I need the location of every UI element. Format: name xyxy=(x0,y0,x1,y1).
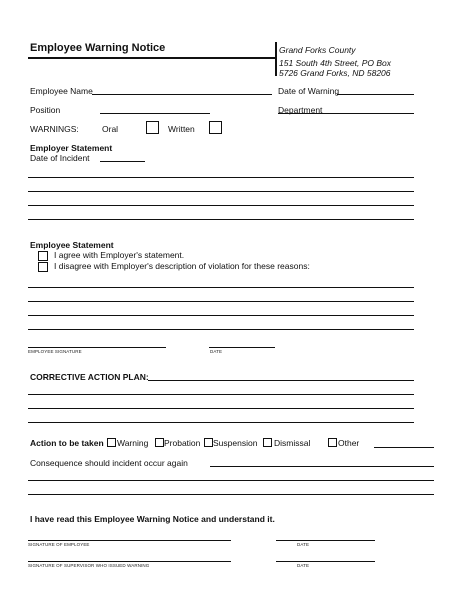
header-divider xyxy=(275,42,277,76)
date-of-incident-field[interactable] xyxy=(100,161,145,162)
date-of-warning-field[interactable] xyxy=(337,94,414,95)
suspension-option-label: Suspension xyxy=(213,438,258,448)
oral-label: Oral xyxy=(102,124,119,134)
employee-statement-line[interactable] xyxy=(28,329,414,330)
org-name: Grand Forks County xyxy=(279,45,356,55)
employer-statement-heading: Employer Statement xyxy=(30,143,113,153)
employee-name-field[interactable] xyxy=(92,94,272,95)
employee-statement-date-line[interactable] xyxy=(209,347,275,348)
employee-signature-final-label: SIGNATURE OF EMPLOYEE xyxy=(28,542,90,547)
supervisor-signature-label: SIGNATURE OF SUPERVISOR WHO ISSUED WARNING xyxy=(28,563,150,568)
other-checkbox[interactable] xyxy=(328,438,337,447)
employee-statement-date-label: DATE xyxy=(210,349,223,354)
position-label: Position xyxy=(30,105,61,115)
employee-statement-line[interactable] xyxy=(28,315,414,316)
warnings-label: WARNINGS: xyxy=(30,124,79,134)
employee-signature-label: EMPLOYEE SIGNATURE xyxy=(28,349,82,354)
disagree-checkbox[interactable] xyxy=(38,262,48,272)
position-field[interactable] xyxy=(100,113,210,114)
supervisor-date-line[interactable] xyxy=(276,561,375,562)
probation-checkbox[interactable] xyxy=(155,438,164,447)
employee-name-label: Employee Name xyxy=(30,86,93,96)
employee-statement-line[interactable] xyxy=(28,287,414,288)
consequence-line[interactable] xyxy=(28,494,434,495)
corrective-action-line[interactable] xyxy=(148,380,414,381)
supervisor-date-label: DATE xyxy=(297,563,310,568)
corrective-action-line[interactable] xyxy=(28,422,414,423)
employer-statement-line[interactable] xyxy=(28,205,414,206)
warning-option-label: Warning xyxy=(117,438,149,448)
other-field[interactable] xyxy=(374,447,434,448)
employee-date-line-final[interactable] xyxy=(276,540,375,541)
form-title: Employee Warning Notice xyxy=(30,42,166,54)
suspension-checkbox[interactable] xyxy=(204,438,213,447)
dismissal-option-label: Dismissal xyxy=(274,438,311,448)
header-rule xyxy=(28,57,275,59)
other-option-label: Other xyxy=(338,438,360,448)
employer-statement-line[interactable] xyxy=(28,177,414,178)
org-address-line2: 5726 Grand Forks, ND 58206 xyxy=(279,68,391,78)
disagree-label: I disagree with Employer's description of violation for these reasons: xyxy=(54,261,310,271)
acknowledgement-text: I have read this Employee Warning Notice and understand it. xyxy=(30,514,275,524)
consequence-label: Consequence should incident occur again xyxy=(30,458,188,468)
employee-date-final-label: DATE xyxy=(297,542,310,547)
agree-label: I agree with Employer's statement. xyxy=(54,250,185,260)
org-address-line1: 151 South 4th Street, PO Box xyxy=(279,58,391,68)
employer-statement-line[interactable] xyxy=(28,219,414,220)
employee-statement-line[interactable] xyxy=(28,301,414,302)
consequence-line[interactable] xyxy=(28,480,434,481)
department-field[interactable] xyxy=(278,113,414,114)
corrective-action-line[interactable] xyxy=(28,408,414,409)
dismissal-checkbox[interactable] xyxy=(263,438,272,447)
probation-option-label: Probation xyxy=(164,438,201,448)
consequence-line[interactable] xyxy=(210,466,434,467)
department-label: Department xyxy=(278,105,323,115)
agree-checkbox[interactable] xyxy=(38,251,48,261)
warning-checkbox[interactable] xyxy=(107,438,116,447)
action-label: Action to be taken xyxy=(30,438,104,448)
employee-signature-line[interactable] xyxy=(28,347,166,348)
written-checkbox[interactable] xyxy=(209,121,222,134)
date-of-warning-label: Date of Warning xyxy=(278,86,340,96)
oral-checkbox[interactable] xyxy=(146,121,159,134)
corrective-action-line[interactable] xyxy=(28,394,414,395)
employer-statement-line[interactable] xyxy=(28,191,414,192)
employee-signature-line-final[interactable] xyxy=(28,540,231,541)
supervisor-signature-line[interactable] xyxy=(28,561,231,562)
date-of-incident-label: Date of Incident xyxy=(30,153,90,163)
employee-statement-heading: Employee Statement xyxy=(30,240,114,250)
corrective-action-heading: CORRECTIVE ACTION PLAN: xyxy=(30,372,149,382)
written-label: Written xyxy=(168,124,195,134)
